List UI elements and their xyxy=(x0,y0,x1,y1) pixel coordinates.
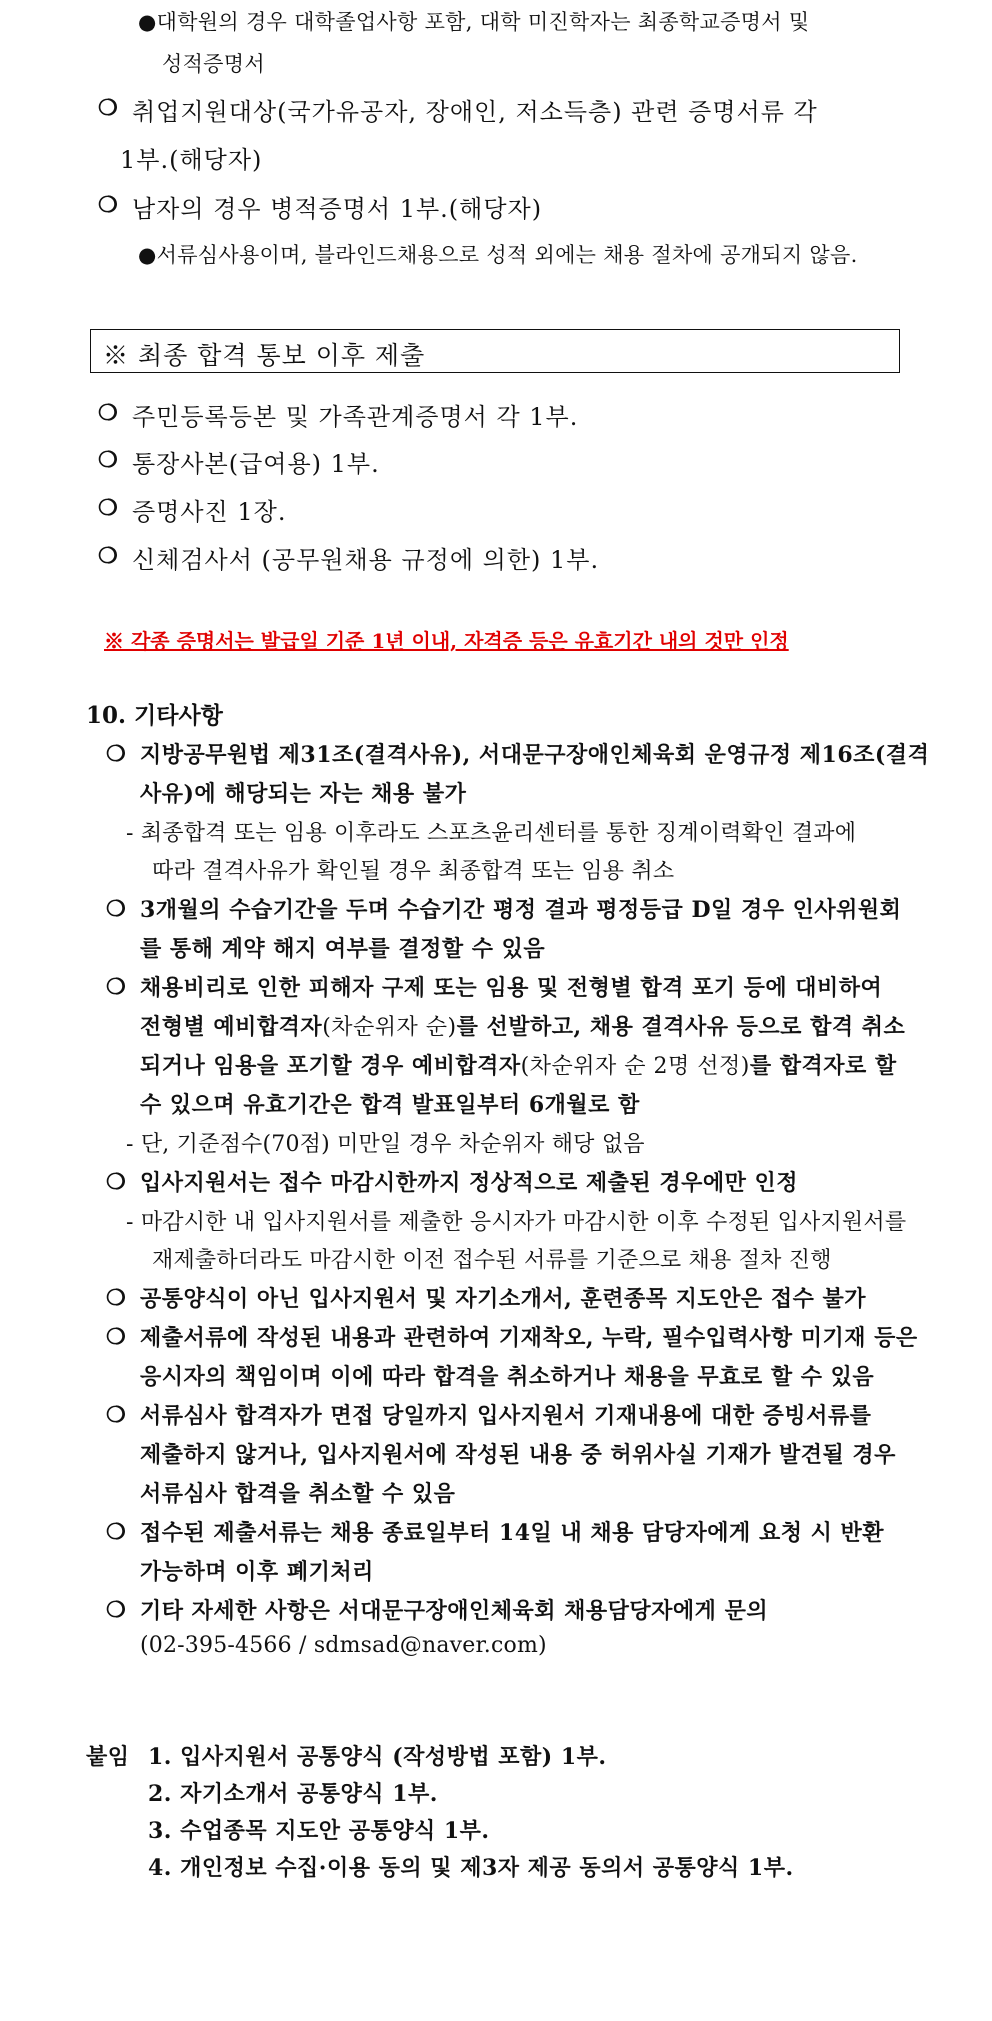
final-item-4: 신체검사서 (공무원채용 규정에 의한) 1부. xyxy=(132,546,600,574)
circle-bullet-icon: ❍ xyxy=(106,974,126,1000)
circle-bullet-icon: ❍ xyxy=(98,495,118,521)
circle-bullet-icon: ❍ xyxy=(98,400,118,426)
misc-p3-line3a: 되거나 임용을 포기할 경우 예비합격자 xyxy=(140,1053,521,1079)
misc-p3-sub: - 단, 기준점수(70점) 미만일 경우 차순위자 해당 없음 xyxy=(126,1132,645,1157)
misc-p3-line2b: (차순위자 순) xyxy=(322,1015,457,1040)
misc-p3-line3c: 를 합격자로 할 xyxy=(749,1053,897,1079)
misc-p3-line3 xyxy=(140,1049,897,1080)
misc-p8-cont: 가능하며 이후 폐기처리 xyxy=(140,1559,374,1585)
circle-bullet-icon: ❍ xyxy=(98,95,118,121)
misc-p5: 공통양식이 아닌 입사지원서 및 자기소개서, 훈련종목 지도안은 접수 불가 xyxy=(140,1286,866,1312)
final-item-3: 증명사진 1장. xyxy=(132,498,287,526)
misc-p7-cont: 제출하지 않거나, 입사지원서에 작성된 내용 중 허위사실 기재가 발견될 경우 xyxy=(140,1442,896,1468)
circle-bullet-icon: ❍ xyxy=(106,1324,126,1350)
attachment-item-2: 2. 자기소개서 공통양식 1부. xyxy=(148,1781,438,1807)
misc-p7-cont2: 서류심사 합격을 취소할 수 있음 xyxy=(140,1481,456,1507)
misc-p4-sub-cont: 재제출하더라도 마감시한 이전 접수된 서류를 기준으로 채용 절차 진행 xyxy=(152,1248,832,1273)
bullet-blind-recruitment: ●서류심사용이며, 블라인드채용으로 성적 외에는 채용 절차에 공개되지 않음. xyxy=(138,243,858,267)
misc-p6-cont: 응시자의 책임이며 이에 따라 합격을 취소하거나 채용을 무효로 할 수 있음 xyxy=(140,1364,875,1390)
attachment-item-3: 3. 수업종목 지도안 공통양식 1부. xyxy=(148,1818,490,1844)
misc-p4-sub: - 마감시한 내 입사지원서를 제출한 응시자가 마감시한 이후 수정된 입사지원서를 xyxy=(126,1210,907,1235)
circle-bullet-icon: ❍ xyxy=(106,896,126,922)
final-item-2: 통장사본(급여용) 1부. xyxy=(132,450,380,478)
misc-p7: 서류심사 합격자가 면접 당일까지 입사지원서 기재내용에 대한 증빙서류를 xyxy=(140,1403,872,1429)
circle-bullet-icon: ❍ xyxy=(98,192,118,218)
misc-p3-line4: 수 있으며 유효기간은 합격 발표일부터 6개월로 함 xyxy=(140,1092,640,1118)
misc-p4: 입사지원서는 접수 마감시한까지 정상적으로 제출된 경우에만 인정 xyxy=(140,1170,799,1196)
misc-p8: 접수된 제출서류는 채용 종료일부터 14일 내 채용 담당자에게 요청 시 반환 xyxy=(140,1520,885,1546)
item-employment-support: 취업지원대상(국가유공자, 장애인, 저소득층) 관련 증명서류 각 xyxy=(132,98,818,126)
final-submission-title: ※ 최종 합격 통보 이후 제출 xyxy=(103,341,426,370)
validity-notice: ※ 각종 증명서는 발급일 기준 1년 이내, 자격증 등은 유효기간 내의 것만 인정 xyxy=(104,629,789,653)
attachment-item-1: 1. 입사지원서 공통양식 (작성방법 포함) 1부. xyxy=(148,1744,607,1770)
misc-p2-cont: 를 통해 계약 해지 여부를 결정할 수 있음 xyxy=(140,936,546,962)
section-heading-misc: 10. 기타사항 xyxy=(86,702,223,729)
item-military-certificate: 남자의 경우 병적증명서 1부.(해당자) xyxy=(132,195,543,223)
misc-p3: 채용비리로 인한 피해자 구제 또는 임용 및 전형별 합격 포기 등에 대비하여 xyxy=(140,975,883,1001)
item-employment-support-cont: 1부.(해당자) xyxy=(120,146,263,174)
bullet-education: ●대학원의 경우 대학졸업사항 포함, 대학 미진학자는 최종학교증명서 및 xyxy=(138,10,810,34)
misc-p6: 제출서류에 작성된 내용과 관련하여 기재착오, 누락, 필수입력사항 미기재 등은 xyxy=(140,1325,918,1351)
attachments-label: 붙임 xyxy=(86,1744,130,1770)
bullet-education-cont: 성적증명서 xyxy=(162,52,265,76)
circle-bullet-icon: ❍ xyxy=(106,1285,126,1311)
misc-p2: 3개월의 수습기간을 두며 수습기간 평정 결과 평정등급 D일 경우 인사위원회 xyxy=(140,897,902,923)
circle-bullet-icon: ❍ xyxy=(106,1402,126,1428)
misc-p3-line2 xyxy=(140,1010,905,1041)
final-submission-box xyxy=(90,329,900,373)
misc-p1-sub-cont: 따라 결격사유가 확인될 경우 최종합격 또는 임용 취소 xyxy=(152,859,675,884)
misc-p1-sub: - 최종합격 또는 임용 이후라도 스포츠윤리센터를 통한 징계이력확인 결과에 xyxy=(126,821,857,846)
attachment-item-4: 4. 개인정보 수집·이용 동의 및 제3자 제공 동의서 공통양식 1부. xyxy=(148,1855,794,1881)
misc-p1-cont: 사유)에 해당되는 자는 채용 불가 xyxy=(140,781,467,807)
contact-info: (02-395-4566 / sdmsad@naver.com) xyxy=(140,1633,547,1658)
circle-bullet-icon: ❍ xyxy=(106,1169,126,1195)
circle-bullet-icon: ❍ xyxy=(98,447,118,473)
circle-bullet-icon: ❍ xyxy=(98,543,118,569)
misc-p9: 기타 자세한 사항은 서대문구장애인체육회 채용담당자에게 문의 xyxy=(140,1598,769,1624)
misc-p3-line2c: 를 선발하고, 채용 결격사유 등으로 합격 취소 xyxy=(456,1014,906,1040)
final-item-1: 주민등록등본 및 가족관계증명서 각 1부. xyxy=(132,403,579,431)
circle-bullet-icon: ❍ xyxy=(106,741,126,767)
misc-p3-line3b: (차순위자 순 2명 선정) xyxy=(520,1054,750,1079)
misc-p3-line2a: 전형별 예비합격자 xyxy=(140,1014,323,1040)
circle-bullet-icon: ❍ xyxy=(106,1597,126,1623)
circle-bullet-icon: ❍ xyxy=(106,1519,126,1545)
misc-p1: 지방공무원법 제31조(결격사유), 서대문구장애인체육회 운영규정 제16조(결격 xyxy=(140,742,930,768)
